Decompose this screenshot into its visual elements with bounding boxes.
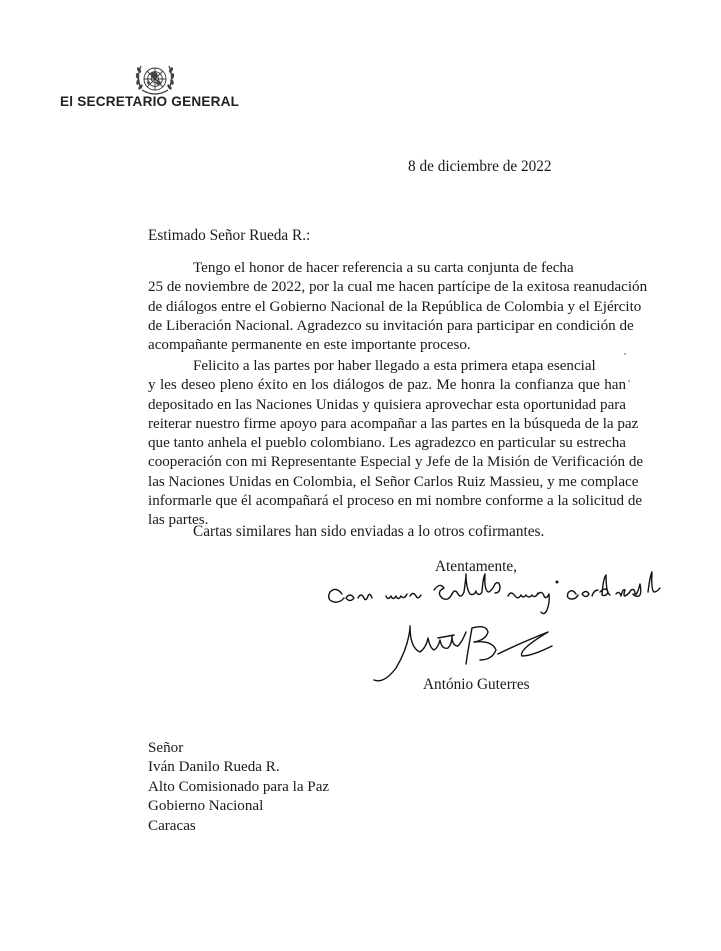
closing: Atentamente, bbox=[435, 558, 517, 575]
paragraph-line: depositado en las Naciones Unidas y quisiera aprovechar esta oportunidad para bbox=[148, 396, 626, 413]
address-line: Alto Comisionado para la Paz bbox=[148, 778, 330, 795]
address-line: Caracas bbox=[148, 817, 196, 834]
paragraph-line: 25 de noviembre de 2022, por la cual me hacen partícipe de la exitosa reanudación bbox=[148, 279, 648, 296]
address-line: Señor bbox=[148, 740, 184, 756]
handwritten-signature bbox=[326, 568, 666, 693]
scan-speck bbox=[624, 353, 626, 355]
address-line: Iván Danilo Rueda R. bbox=[148, 759, 280, 776]
paragraph-line: Tengo el honor de hacer referencia a su carta conjunta de fecha bbox=[193, 260, 574, 276]
paragraph-line: de Liberación Nacional. Agradezco su invitación para participar en condición de bbox=[148, 317, 634, 334]
paragraph-line: reiterar nuestro firme apoyo para acompañar a las partes en la búsqueda de la paz bbox=[148, 415, 639, 432]
salutation: Estimado Señor Rueda R.: bbox=[148, 227, 311, 244]
address-line: Gobierno Nacional bbox=[148, 798, 264, 815]
paragraph-line: de diálogos entre el Gobierno Nacional de la República de Colombia y el Ejército bbox=[148, 298, 642, 315]
paragraph-line: las partes. bbox=[148, 512, 209, 529]
paragraph-line: informarle que él acompañará el proceso en mi nombre conforme a la solicitud de bbox=[148, 493, 643, 510]
paragraph-2 bbox=[148, 357, 644, 531]
paragraph-3: Cartas similares han sido enviadas a lo otros cofirmantes. bbox=[193, 523, 545, 540]
paragraph-1 bbox=[148, 259, 648, 355]
paragraph-line: y les deseo pleno éxito en los diálogos de paz. Me honra la confianza que han bbox=[148, 377, 626, 394]
paragraph-line: las Naciones Unidas en Colombia, el Señor Carlos Ruiz Massieu, y me complace bbox=[148, 473, 639, 490]
paragraph-line: Felicito a las partes por haber llegado a esta primera etapa esencial bbox=[193, 358, 596, 374]
paragraph-line: cooperación con mi Representante Especial y Jefe de la Misión de Verificación de bbox=[148, 454, 644, 471]
signer-name: António Guterres bbox=[423, 676, 530, 693]
paragraph-line: que tanto anhela el pueblo colombiano. Les agradezco en particular su estrecha bbox=[148, 435, 626, 452]
paragraph-line: acompañante permanente en este importante proceso. bbox=[148, 337, 471, 354]
scan-speck bbox=[628, 380, 630, 382]
letterhead-office-title: El SECRETARIO GENERAL bbox=[60, 94, 240, 109]
letter-date: 8 de diciembre de 2022 bbox=[408, 158, 552, 175]
recipient-address bbox=[148, 739, 329, 836]
